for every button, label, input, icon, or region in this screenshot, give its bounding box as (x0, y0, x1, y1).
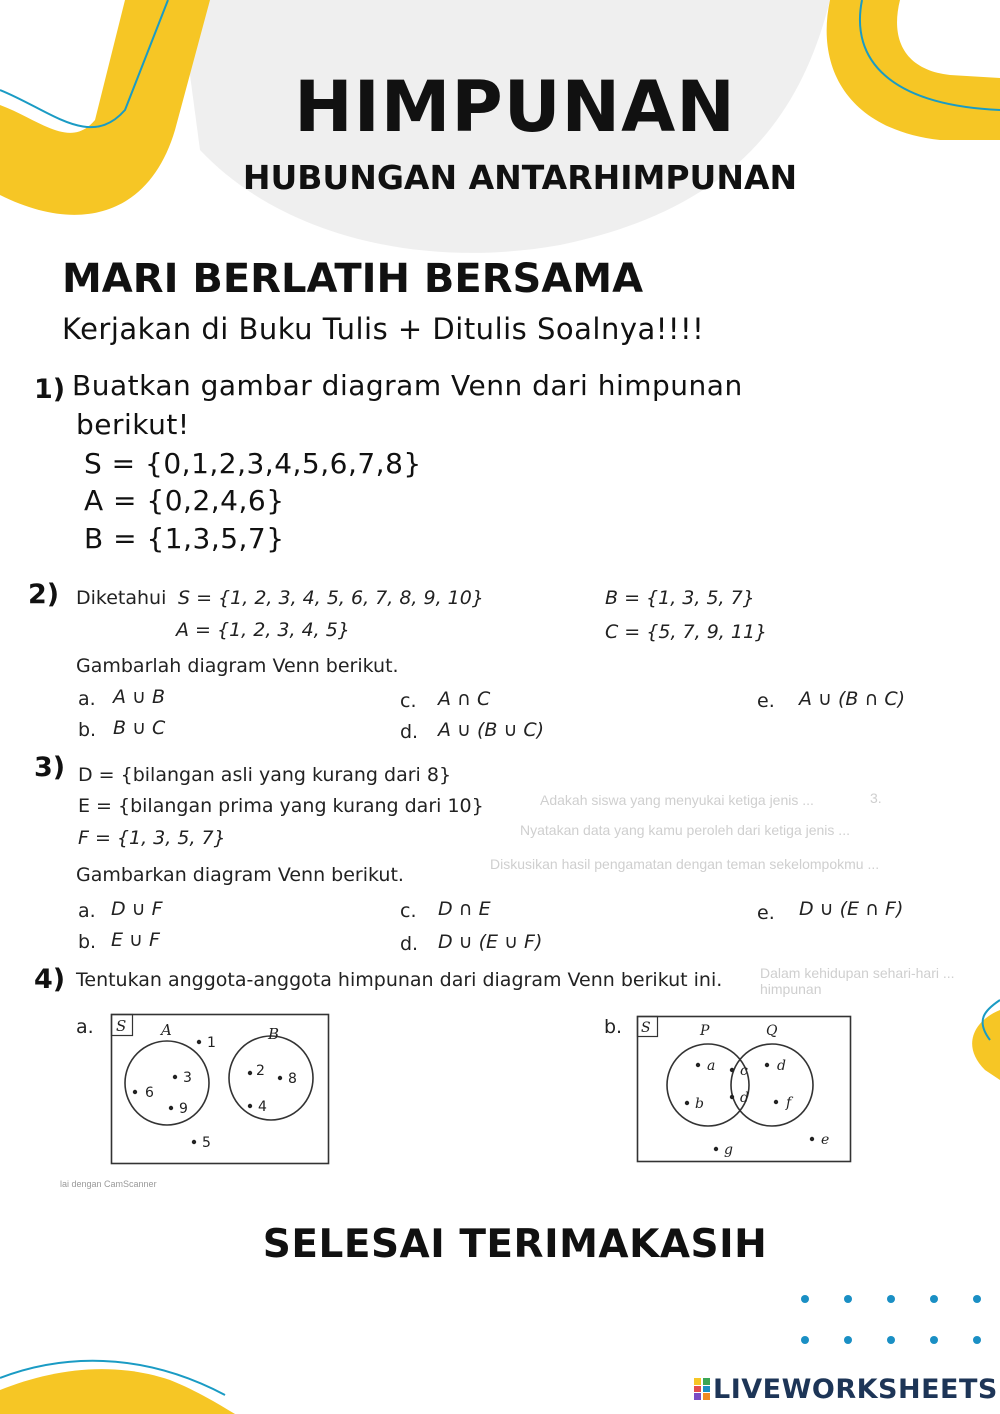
venn-b-circle-q-label: Q (766, 1023, 778, 1039)
section-heading: MARI BERLATIH BERSAMA (62, 256, 644, 302)
venn-b-circle-q (731, 1044, 813, 1126)
venn-b-point-c (730, 1068, 734, 1072)
venn-b-label-f: f (786, 1095, 792, 1111)
venn-b-point-a (696, 1063, 700, 1067)
venn-b-point-f (774, 1100, 778, 1104)
question-4-text: Tentukan anggota-anggota himpunan dari diagram Venn berikut ini. (76, 969, 723, 991)
venn-b-label-d: d (777, 1058, 786, 1074)
question-3-c-expr: D ∩ E (438, 898, 491, 920)
venn-b-universe-label: S (641, 1020, 651, 1036)
closing-text: SELESAI TERIMAKASIH (262, 1222, 768, 1267)
bleed-through-line1: Adakah siswa yang menyukai ketiga jenis ... (540, 792, 814, 808)
bleed-through-line2: Nyatakan data yang kamu peroleh dari ketiga jenis ... (520, 822, 850, 838)
question-2-e-expr: A ∪ (B ∩ C) (799, 688, 906, 710)
venn-b-circle-p (667, 1044, 749, 1126)
venn-a-label-6: 6 (145, 1085, 154, 1101)
venn-a-point-1 (197, 1040, 201, 1044)
bleed-through-line3: Diskusikan hasil pengamatan dengan teman sekelompokmu ... (490, 856, 880, 872)
question-2-number: 2) (28, 579, 60, 610)
page-title: HIMPUNAN (294, 66, 736, 148)
venn-b-label-b: b (695, 1096, 704, 1112)
liveworksheets-brand-text: LIVEWORKSHEETS (713, 1374, 998, 1405)
question-3-a-expr: D ∪ F (111, 898, 163, 920)
question-4-number: 4) (34, 964, 66, 995)
venn-a-point-4 (248, 1104, 252, 1108)
venn-b-point-b (685, 1101, 689, 1105)
venn-a-point-2 (248, 1071, 252, 1075)
bleed-through-number: 3. (870, 790, 882, 806)
question-1-set-a: A = {0,2,4,6} (84, 484, 285, 517)
question-3-number: 3) (34, 752, 66, 783)
diagram-a-label: a. (76, 1016, 94, 1038)
venn-b-point-d (765, 1063, 769, 1067)
question-1-text-line2: berikut! (76, 408, 190, 441)
question-2-set-c: C = {5, 7, 9, 11} (605, 621, 768, 643)
venn-a-point-5 (192, 1140, 196, 1144)
question-2-set-b: B = {1, 3, 5, 7} (605, 587, 755, 609)
question-2-d-expr: A ∪ (B ∪ C) (438, 719, 545, 741)
page-subtitle: HUBUNGAN ANTARHIMPUNAN (242, 158, 798, 197)
venn-a-label-1: 1 (207, 1035, 216, 1051)
venn-a-label-5: 5 (202, 1135, 211, 1151)
question-3-b-expr: E ∪ F (111, 929, 160, 951)
question-2-set-a: A = {1, 2, 3, 4, 5} (176, 619, 350, 641)
question-2-a-label: a. (78, 688, 96, 710)
venn-b-label-e: e (821, 1132, 830, 1148)
question-2-c-label: c. (400, 690, 417, 712)
venn-a-universe-label: S (116, 1017, 127, 1035)
venn-a-point-8 (278, 1076, 282, 1080)
liveworksheets-logo-icon (694, 1378, 710, 1400)
venn-diagram-b (636, 1015, 854, 1165)
section-instruction: Kerjakan di Buku Tulis + Ditulis Soalnya!!!! (62, 312, 705, 346)
question-2-known-label: Diketahui (76, 587, 167, 609)
question-3-a-label: a. (78, 900, 96, 922)
question-3-instruction: Gambarkan diagram Venn berikut. (76, 864, 404, 886)
venn-a-circle-a-label: A (161, 1021, 172, 1039)
venn-a-label-8: 8 (288, 1071, 297, 1087)
question-1-text-line1: Buatkan gambar diagram Venn dari himpunan (72, 369, 743, 402)
diagram-b-label: b. (604, 1016, 623, 1038)
question-2-c-expr: A ∩ C (438, 688, 491, 710)
question-3-d-label: d. (400, 933, 419, 955)
venn-a-point-3 (173, 1075, 177, 1079)
venn-b-label-g: g (724, 1142, 733, 1158)
question-2-instruction: Gambarlah diagram Venn berikut. (76, 655, 399, 677)
venn-b-universe-box (638, 1017, 851, 1162)
venn-a-circle-b (229, 1036, 313, 1120)
liveworksheets-brand[interactable] (694, 1374, 998, 1405)
question-3-e-expr: D ∪ (E ∩ F) (799, 898, 904, 920)
venn-a-point-6 (133, 1090, 137, 1094)
question-1-number: 1) (34, 374, 66, 405)
question-2-a-expr: A ∪ B (113, 686, 166, 708)
venn-b-label-c: c (740, 1063, 748, 1079)
question-2-d-label: d. (400, 721, 419, 743)
venn-b-point-e (810, 1137, 814, 1141)
venn-a-label-3: 3 (183, 1070, 192, 1086)
venn-diagram-a (110, 1013, 332, 1167)
question-3-d-expr: D ∪ (E ∪ F) (438, 931, 543, 953)
scanner-watermark: lai dengan CamScanner (60, 1179, 157, 1189)
question-2-e-label: e. (757, 690, 775, 712)
venn-a-point-9 (169, 1106, 173, 1110)
question-1-set-s: S = {0,1,2,3,4,5,6,7,8} (84, 447, 422, 480)
question-3-set-d: D = {bilangan asli yang kurang dari 8} (78, 764, 452, 786)
question-3-e-label: e. (757, 902, 775, 924)
question-2-set-s: S = {1, 2, 3, 4, 5, 6, 7, 8, 9, 10} (178, 587, 484, 609)
venn-b-point-d-both (730, 1095, 734, 1099)
venn-a-circle-a (125, 1041, 209, 1125)
question-2-b-label: b. (78, 719, 97, 741)
bleed-through-line4: Dalam kehidupan sehari-hari ... himpunan (760, 965, 955, 997)
venn-a-circle-b-label: B (268, 1025, 280, 1043)
venn-b-label-a: a (707, 1058, 716, 1074)
venn-a-label-4: 4 (258, 1099, 267, 1115)
question-3-b-label: b. (78, 931, 97, 953)
question-3-set-f: F = {1, 3, 5, 7} (78, 827, 226, 849)
venn-b-point-g (714, 1147, 718, 1151)
question-3-set-e: E = {bilangan prima yang kurang dari 10} (78, 795, 484, 817)
venn-a-label-9: 9 (179, 1101, 188, 1117)
venn-b-label-d-both: d (740, 1090, 749, 1106)
venn-a-label-2: 2 (256, 1063, 265, 1079)
question-3-c-label: c. (400, 900, 417, 922)
venn-b-circle-p-label: P (700, 1023, 710, 1039)
question-2-b-expr: B ∪ C (113, 717, 166, 739)
question-1-set-b: B = {1,3,5,7} (84, 522, 285, 555)
